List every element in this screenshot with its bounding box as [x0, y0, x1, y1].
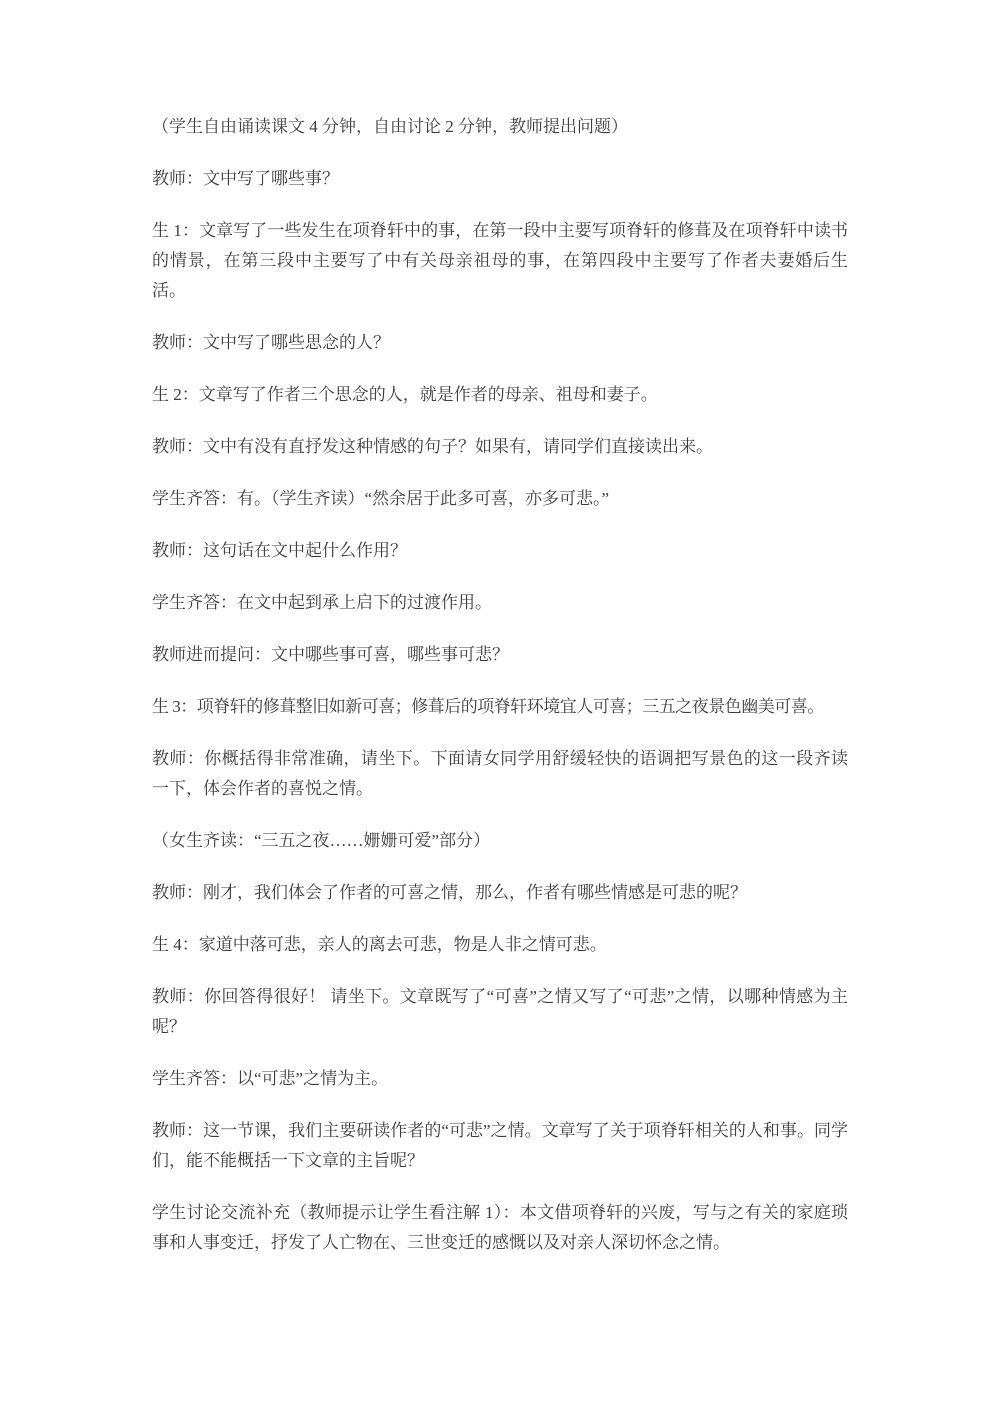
- paragraph-teacher-comment: 教师：你回答得很好！ 请坐下。文章既写了“可喜”之情又写了“可悲”之情，以哪种情感为主呢？: [152, 987, 848, 1036]
- paragraph-teacher-summary: 教师：这一节课，我们主要研读作者的“可悲”之情。文章写了关于项脊轩相关的人和事。同学们，能不能概括一下文章的主旨呢？: [152, 1121, 848, 1170]
- paragraph-teacher-question: 教师：这句话在文中起什么作用？: [152, 541, 407, 560]
- paragraph-student3-answer: 生 3：项脊轩的修葺整旧如新可喜；修葺后的项脊轩环境宜人可喜；三五之夜景色幽美可喜。: [152, 697, 824, 716]
- paragraph-teacher-question: 教师：文中写了哪些事？: [152, 169, 339, 188]
- paragraph-students-reply: 学生齐答：以“可悲”之情为主。: [152, 1069, 389, 1088]
- paragraph-teacher-comment: 教师：你概括得非常准确，请坐下。下面请女同学用舒缓轻快的语调把写景色的这一段齐读一下，体会作者的喜悦之情。: [152, 749, 848, 798]
- paragraph-teacher-question: 教师：文中有没有直抒发这种情感的句子？如果有，请同学们直接读出来。: [152, 437, 713, 456]
- paragraph-student2-answer: 生 2：文章写了作者三个思念的人，就是作者的母亲、祖母和妻子。: [152, 385, 658, 404]
- paragraph-stage-direction: （女生齐读：“三五之夜……姗姗可爱”部分）: [152, 831, 491, 850]
- paragraph-teacher-question: 教师：刚才，我们体会了作者的可喜之情，那么，作者有哪些情感是可悲的呢？: [152, 883, 747, 902]
- paragraph-teacher-followup: 教师进而提问：文中哪些事可喜，哪些事可悲？: [152, 645, 509, 664]
- paragraph-student1-answer: 生 1：文章写了一些发生在项脊轩中的事，在第一段中主要写项脊轩的修葺及在项脊轩中读书的情景，在第三段中主要写了中有关母亲祖母的事，在第四段中主要写了作者夫妻婚后生活。: [152, 221, 848, 300]
- paragraph-teacher-question: 教师：文中写了哪些思念的人？: [152, 333, 390, 352]
- paragraph-student4-answer: 生 4：家道中落可悲，亲人的离去可悲，物是人非之情可悲。: [152, 935, 607, 954]
- paragraph-students-reply: 学生齐答：在文中起到承上启下的过渡作用。: [152, 593, 492, 612]
- paragraph-stage-direction: （学生自由诵读课文 4 分钟，自由讨论 2 分钟，教师提出问题）: [152, 117, 628, 136]
- paragraph-student-discussion: 学生讨论交流补充（教师提示让学生看注解 1）：本文借项脊轩的兴废，写与之有关的家庭琐事和人事变迁，抒发了人亡物在、三世变迁的感慨以及对亲人深切怀念之情。: [152, 1203, 848, 1252]
- paragraph-students-reply: 学生齐答：有。（学生齐读）“然余居于此多可喜，亦多可悲。”: [152, 489, 610, 508]
